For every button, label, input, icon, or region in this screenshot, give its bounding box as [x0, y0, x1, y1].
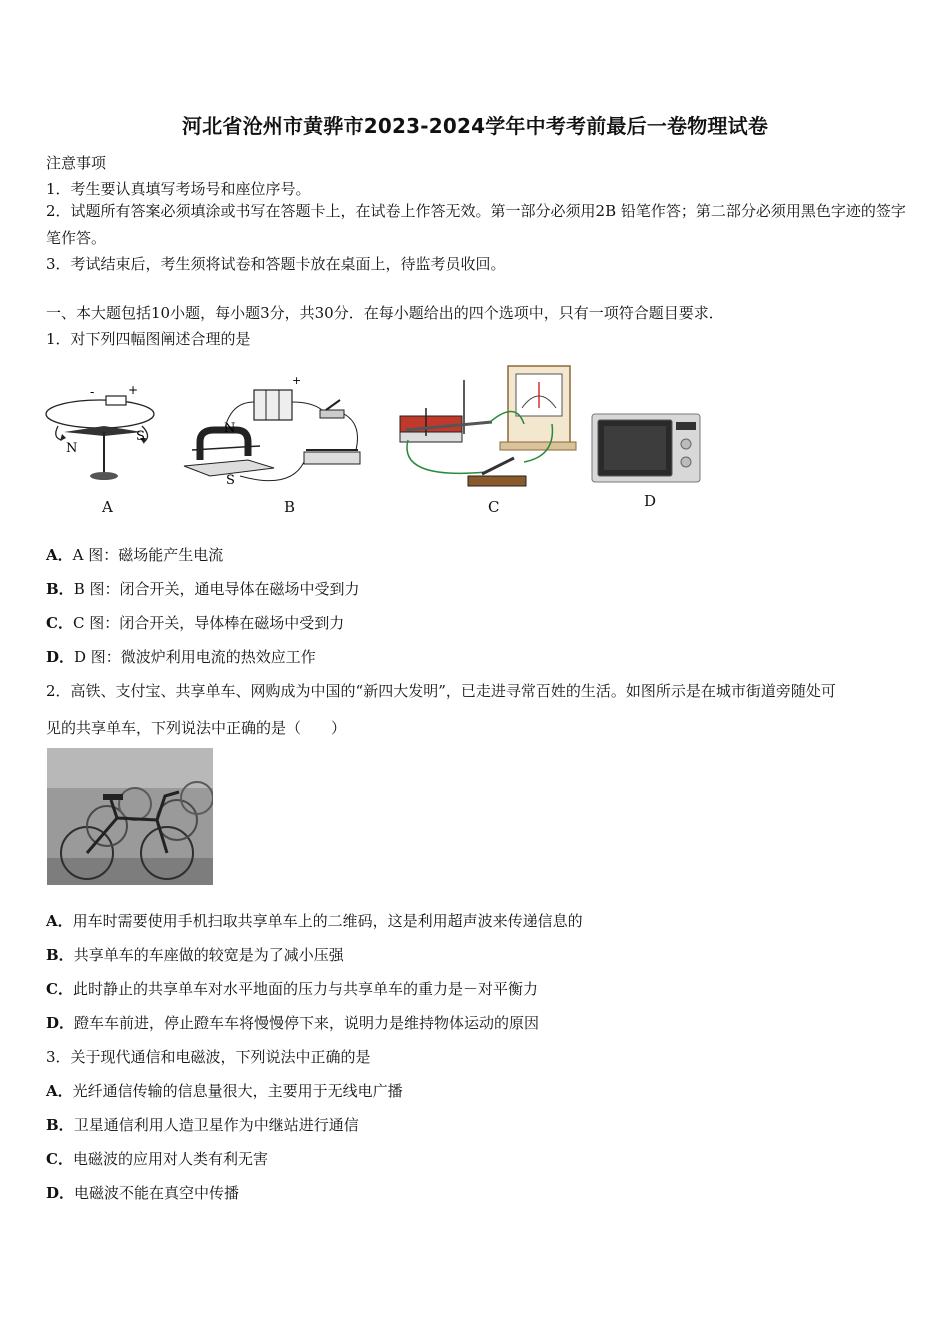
battery-plus-label: + — [128, 383, 139, 397]
option-text: B 图：闭合开关，通电导体在磁场中受到力 — [73, 580, 360, 598]
option-text: 蹬车车前进，停止蹬车车将慢慢停下来，说明力是维持物体运动的原因 — [74, 1014, 540, 1032]
section-heading: 一、本大题包括10小题，每小题3分，共30分．在每小题给出的四个选项中，只有一项符合题目要求． — [46, 304, 724, 322]
q2-option-b — [46, 944, 344, 965]
option-key: A． — [46, 912, 73, 930]
option-text: 共享单车的车座做的较宽是为了减小压强 — [73, 946, 344, 964]
figure-a-label: A — [102, 498, 113, 516]
option-key: B． — [46, 580, 74, 598]
q2-option-d — [46, 1012, 539, 1033]
notice-item-2: 2．试题所有答案必须填涂或书写在答题卡上，在试卷上作答无效。第一部分必须用2B 铅笔作答；第二部分必须用黑色字迹的签字笔作答。 — [46, 202, 906, 247]
option-text: 光纤通信传输的信息量很大，主要用于无线电广播 — [72, 1082, 403, 1100]
q3-option-c — [46, 1148, 268, 1169]
q1-option-c — [46, 612, 344, 633]
option-text: D 图：微波炉利用电流的热效应工作 — [74, 648, 316, 666]
figure-d-microwave — [590, 410, 704, 486]
option-key: C． — [46, 614, 73, 632]
q3-option-b — [46, 1114, 359, 1135]
notice-item-1: 1．考生要认真填写考场号和座位序号。 — [46, 180, 311, 198]
q2-stem-line2: 见的共享单车，下列说法中正确的是（ ） — [46, 719, 347, 737]
figure-c-induction — [396, 360, 578, 495]
q1-stem: 1．对下列四幅图阐述合理的是 — [46, 330, 251, 348]
q2-option-a — [46, 910, 583, 931]
option-key: D． — [46, 1184, 75, 1202]
figure-d-label: D — [644, 492, 657, 510]
option-key: C． — [46, 1150, 73, 1168]
needle-s-label: S — [136, 429, 145, 444]
option-text: 电磁波不能在真空中传播 — [74, 1184, 240, 1202]
option-key: A． — [46, 1082, 73, 1100]
page-title: 河北省沧州市黄骅市2023-2024学年中考考前最后一卷物理试卷 — [181, 114, 769, 138]
option-text: 卫星通信利用人造卫星作为中继站进行通信 — [73, 1116, 359, 1134]
q2-stem-line1: 2．高铁、支付宝、共享单车、网购成为中国的“新四大发明”，已走进寻常百姓的生活。如图所示是在城市街道旁随处可 — [46, 682, 836, 700]
figure-a-oersted — [44, 382, 164, 492]
option-text: 用车时需要使用手机扫取共享单车上的二维码，这是利用超声波来传递信息的 — [72, 912, 583, 930]
figure-c-label: C — [488, 498, 500, 516]
needle-n-label: N — [66, 441, 78, 456]
option-key: D． — [46, 1014, 75, 1032]
figure-b-motor-circuit — [180, 372, 375, 494]
option-text: 此时静止的共享单车对水平地面的压力与共享单车的重力是－对平衡力 — [72, 980, 538, 998]
option-key: B． — [46, 946, 74, 964]
notice-heading: 注意事项 — [46, 154, 107, 172]
q1-option-b — [46, 578, 359, 599]
battery-plus-label: + — [292, 374, 302, 387]
option-key: A． — [46, 546, 73, 564]
figure-b-label: B — [284, 498, 296, 516]
option-key: D． — [46, 648, 75, 666]
option-text: 电磁波的应用对人类有利无害 — [72, 1150, 268, 1168]
battery-minus-label: - — [90, 385, 95, 399]
q3-stem: 3．关于现代通信和电磁波，下列说法中正确的是 — [46, 1048, 371, 1066]
option-text: A 图：磁场能产生电流 — [72, 546, 224, 564]
q3-option-a — [46, 1080, 403, 1101]
shared-bikes-photo — [47, 748, 213, 885]
q1-option-d — [46, 646, 316, 667]
option-key: B． — [46, 1116, 74, 1134]
q2-option-c — [46, 978, 538, 999]
magnet-n-label: N — [224, 421, 236, 436]
q3-option-d — [46, 1182, 239, 1203]
magnet-s-label: S — [226, 473, 235, 488]
option-text: C 图：闭合开关，导体棒在磁场中受到力 — [72, 614, 345, 632]
notice-item-3: 3．考试结束后，考生须将试卷和答题卡放在桌面上，待监考员收回。 — [46, 255, 506, 273]
option-key: C． — [46, 980, 73, 998]
q1-option-a — [46, 544, 223, 565]
